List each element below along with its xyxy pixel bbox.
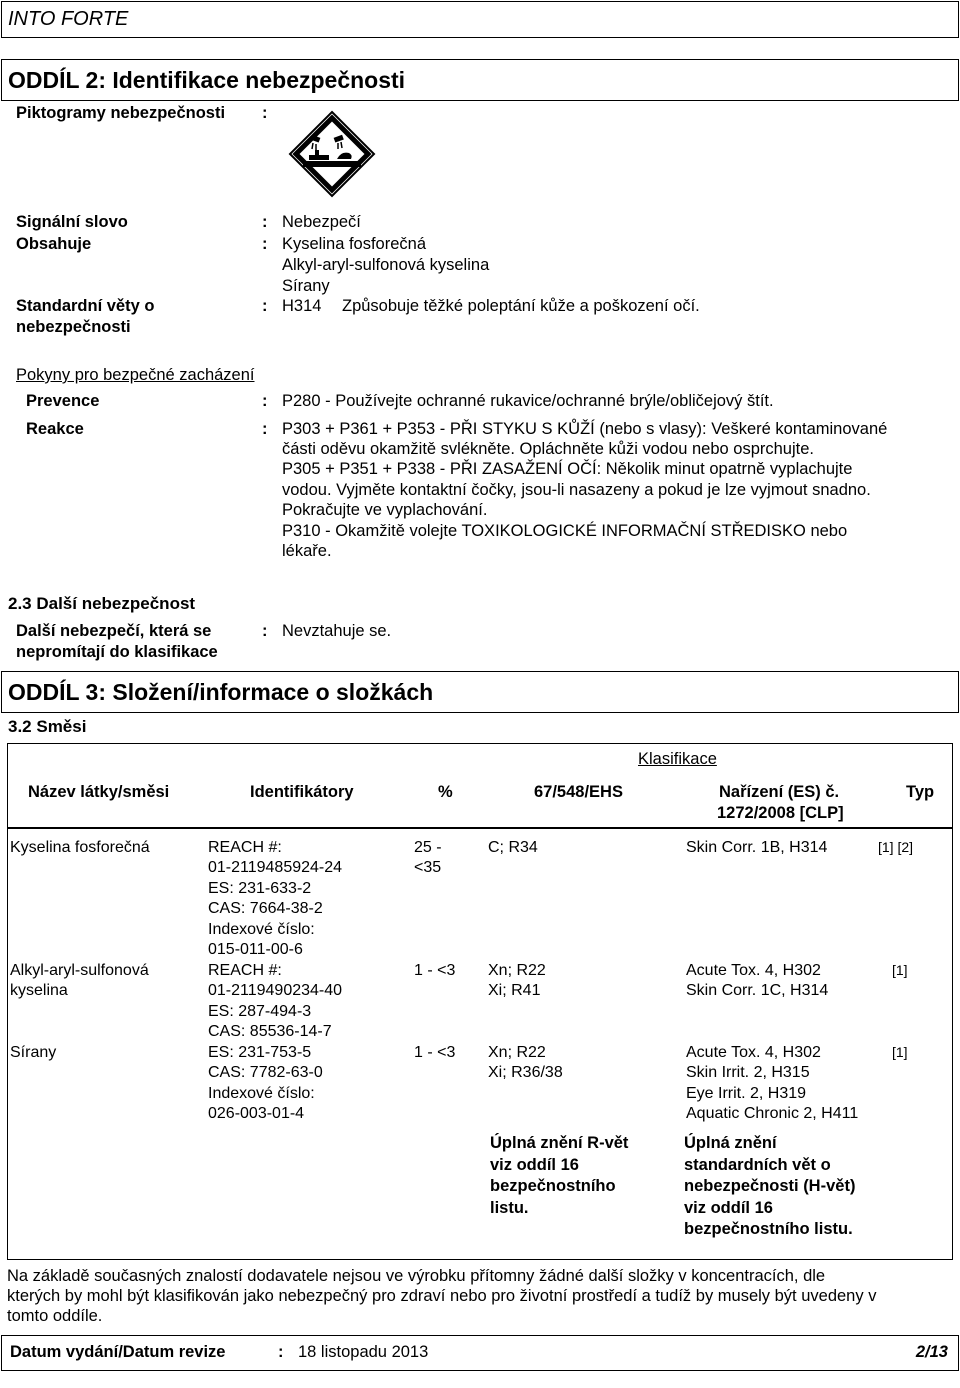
r-phrases-note: Úplná znění R-vět — [490, 1134, 629, 1152]
h-statements-note: Úplná znění — [684, 1134, 777, 1152]
page-number: 2/13 — [915, 1343, 948, 1361]
identifier-line: CAS: 7782-63-0 — [208, 1064, 323, 1081]
section-3-title: ODDÍL 3: Složení/informace o složkách — [8, 679, 434, 705]
identifier-line: ES: 231-633-2 — [208, 880, 312, 897]
identifier-line: 015-011-00-6 — [208, 941, 303, 958]
r-phrases-note: listu. — [490, 1199, 529, 1217]
hazard-statements-label: Standardní věty o — [16, 297, 155, 315]
column-header-type: Typ — [906, 783, 935, 801]
classification-header: Klasifikace — [638, 750, 717, 768]
hazard-statements-label: nebezpečnosti — [16, 318, 131, 336]
response-line: části oděvu okamžitě svlékněte. Opláchněte kůži vodou nebo osprchujte. — [282, 440, 814, 458]
identifier-line: REACH #: — [208, 962, 282, 979]
identifier-line: 026-003-01-4 — [208, 1105, 305, 1122]
percent-value: <35 — [414, 859, 442, 876]
type-reference: [1] — [892, 962, 908, 978]
issue-date-value: 18 listopadu 2013 — [298, 1343, 429, 1361]
footnote-line: kterých by mohl být klasifikován jako nebezpečný pro zdraví nebo pro životní prostředí a tudíž by musely být uvedeny v — [7, 1287, 877, 1305]
substance-name: Sírany — [10, 1044, 57, 1061]
corrosion-pictogram-icon — [287, 109, 377, 199]
directive-classification: C; R34 — [488, 839, 538, 856]
identifier-line: ES: 287-494-3 — [208, 1003, 312, 1020]
identifier-line: REACH #: — [208, 839, 282, 856]
r-phrases-note: viz oddíl 16 — [490, 1156, 579, 1174]
percent-value: 1 - <3 — [414, 962, 456, 979]
directive-classification: Xn; R22 — [488, 1044, 546, 1061]
identifier-line: 01-2119485924-24 — [208, 859, 343, 876]
substance-name: Alkyl-aryl-sulfonová — [10, 962, 149, 979]
directive-classification: Xn; R22 — [488, 962, 546, 979]
colon: : — [262, 104, 268, 122]
contains-label: Obsahuje — [16, 235, 92, 253]
hazard-code: H314 — [282, 297, 322, 315]
colon: : — [262, 213, 268, 231]
clp-classification: Acute Tox. 4, H302 — [686, 1044, 821, 1061]
document-header — [1, 1, 959, 38]
substance-name: kyselina — [10, 982, 68, 999]
response-line: P310 - Okamžitě volejte TOXIKOLOGICKÉ INFORMAČNÍ STŘEDISKO nebo — [282, 522, 848, 540]
clp-classification: Acute Tox. 4, H302 — [686, 962, 821, 979]
clp-classification: Skin Irrit. 2, H315 — [686, 1064, 810, 1081]
response-line: vodou. Vyjměte kontaktní čočky, jsou-li nasazeny a pokud je lze vyjmout snadno. — [282, 481, 871, 499]
other-hazards-title: 2.3 Další nebezpečnost — [8, 594, 196, 613]
response-line: lékaře. — [282, 542, 332, 560]
colon: : — [262, 297, 268, 315]
h-statements-note: viz oddíl 16 — [684, 1199, 773, 1217]
section-2-title: ODDÍL 2: Identifikace nebezpečnosti — [8, 67, 406, 93]
issue-date-label: Datum vydání/Datum revize — [10, 1343, 226, 1361]
footnote-line: Na základě současných znalostí dodavatele nejsou ve výrobku přítomny žádné další složky v koncentracích, dle — [7, 1267, 826, 1285]
column-header-regulation: Nařízení (ES) č. — [719, 783, 840, 801]
type-reference: [1] — [892, 1044, 908, 1060]
percent-value: 1 - <3 — [414, 1044, 456, 1061]
colon: : — [262, 622, 268, 640]
hazard-text: Způsobuje těžké poleptání kůže a poškození očí. — [342, 297, 700, 315]
directive-classification: Xi; R41 — [488, 982, 541, 999]
response-line: P303 + P361 + P353 - PŘI STYKU S KŮŽÍ (nebo s vlasy): Veškeré kontaminované — [282, 420, 888, 438]
identifier-line: Indexové číslo: — [208, 921, 315, 938]
column-header-directive: 67/548/EHS — [534, 783, 623, 801]
response-label: Reakce — [26, 420, 84, 438]
identifier-line: CAS: 85536-14-7 — [208, 1023, 332, 1040]
product-name: INTO FORTE — [8, 8, 129, 30]
column-header-identifiers: Identifikátory — [250, 783, 354, 801]
contains-item: Alkyl-aryl-sulfonová kyselina — [282, 256, 490, 274]
identifier-line: 01-2119490234-40 — [208, 982, 343, 999]
other-hazards-label: Další nebezpečí, která se — [16, 622, 212, 640]
response-line: P305 + P351 + P338 - PŘI ZASAŽENÍ OČÍ: Několik minut opatrně vyplachujte — [282, 460, 853, 478]
footnote-line: tomto oddíle. — [7, 1307, 103, 1325]
identifier-line: ES: 231-753-5 — [208, 1044, 312, 1061]
precautionary-title: Pokyny pro bezpečné zacházení — [16, 366, 255, 384]
colon: : — [262, 392, 268, 410]
percent-value: 25 - — [414, 839, 442, 856]
signal-word-value: Nebezpečí — [282, 213, 361, 231]
prevention-text: P280 - Používejte ochranné rukavice/ochranné brýle/obličejový štít. — [282, 392, 774, 410]
substance-name: Kyselina fosforečná — [10, 839, 150, 856]
r-phrases-note: bezpečnostního — [490, 1177, 616, 1195]
mixtures-title: 3.2 Směsi — [8, 717, 87, 736]
prevention-label: Prevence — [26, 392, 100, 410]
colon: : — [278, 1343, 284, 1361]
signal-word-label: Signální slovo — [16, 213, 128, 231]
pictograms-label: Piktogramy nebezpečnosti — [16, 104, 226, 122]
column-header-name: Název látky/směsi — [28, 783, 170, 801]
clp-classification: Skin Corr. 1B, H314 — [686, 839, 828, 856]
colon: : — [262, 420, 268, 438]
column-header-regulation: 1272/2008 [CLP] — [717, 804, 844, 822]
column-header-percent: % — [438, 783, 453, 801]
clp-classification: Eye Irrit. 2, H319 — [686, 1085, 807, 1102]
other-hazards-value: Nevztahuje se. — [282, 622, 392, 640]
h-statements-note: nebezpečnosti (H-vět) — [684, 1177, 856, 1195]
clp-classification: Aquatic Chronic 2, H411 — [686, 1105, 859, 1122]
other-hazards-label: nepromítají do klasifikace — [16, 643, 218, 661]
response-line: Pokračujte ve vyplachování. — [282, 501, 488, 519]
contains-item: Sírany — [282, 277, 330, 295]
identifier-line: CAS: 7664-38-2 — [208, 900, 323, 917]
h-statements-note: bezpečnostního listu. — [684, 1220, 853, 1238]
directive-classification: Xi; R36/38 — [488, 1064, 563, 1081]
identifier-line: Indexové číslo: — [208, 1085, 315, 1102]
colon: : — [262, 235, 268, 253]
type-reference: [1] [2] — [878, 839, 914, 855]
clp-classification: Skin Corr. 1C, H314 — [686, 982, 829, 999]
contains-item: Kyselina fosforečná — [282, 235, 426, 253]
h-statements-note: standardních vět o — [684, 1156, 831, 1174]
